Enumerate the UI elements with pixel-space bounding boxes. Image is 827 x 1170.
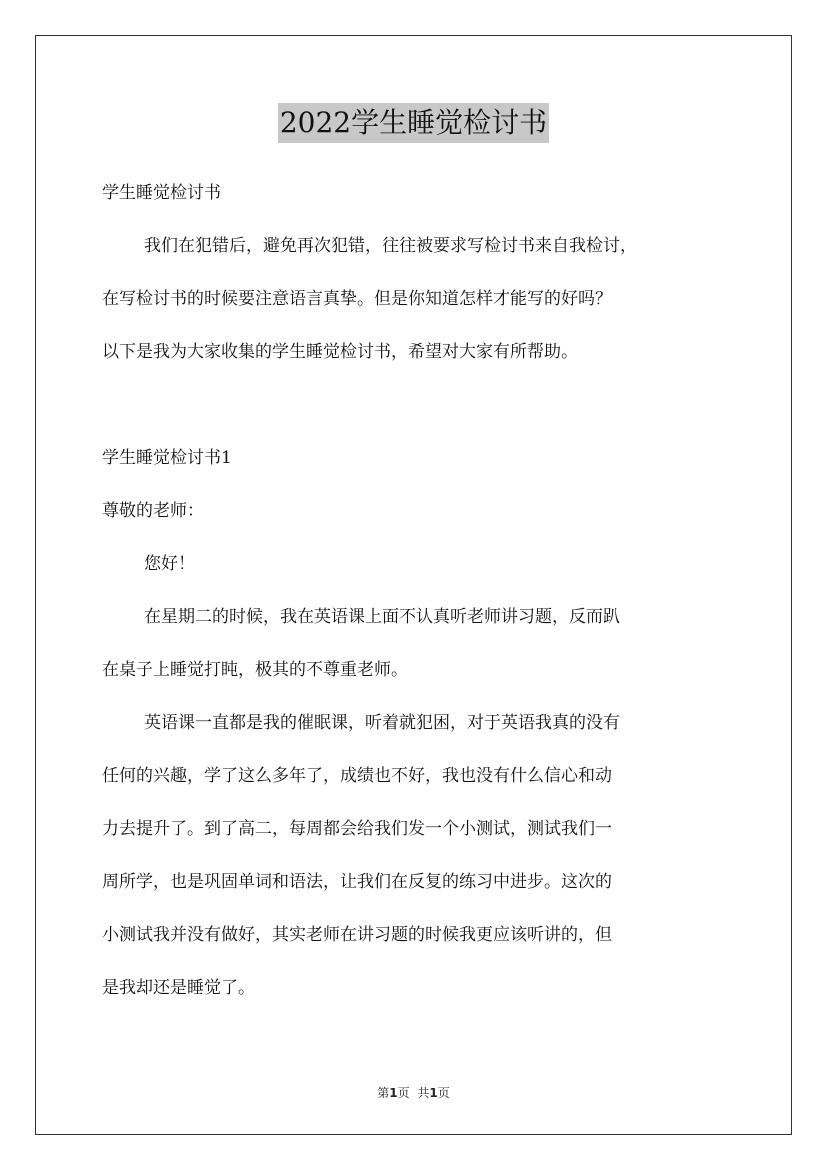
body-paragraph-line: 周所学，也是巩固单词和语法，让我们在反复的练习中进步。这次的 <box>102 872 612 892</box>
body-paragraph-line: 是我却还是睡觉了。 <box>102 978 255 998</box>
document-body <box>102 167 732 1015</box>
footer-total-suffix: 页 <box>437 1086 450 1100</box>
body-paragraph-line: 任何的兴趣，学了这么多年了，成绩也不好，我也没有什么信心和动 <box>102 766 612 786</box>
body-paragraph-line: 在星期二的时候，我在英语课上面不认真听老师讲习题，反而趴 <box>144 607 620 627</box>
intro-paragraph-line: 以下是我为大家收集的学生睡觉检讨书，希望对大家有所帮助。 <box>102 342 578 362</box>
document-title-text: 2022学生睡觉检讨书 <box>278 103 549 143</box>
paragraph-gap <box>102 379 732 432</box>
letter-heading: 学生睡觉检讨书1 <box>102 448 232 468</box>
footer-page-suffix: 页 <box>397 1086 410 1100</box>
body-paragraph-line: 小测试我并没有做好，其实老师在讲习题的时候我更应该听讲的，但 <box>102 925 612 945</box>
document-title <box>0 103 827 143</box>
body-paragraph-line: 在桌子上睡觉打盹，极其的不尊重老师。 <box>102 660 408 680</box>
intro-paragraph-line: 在写检讨书的时候要注意语言真挚。但是你知道怎样才能写的好吗？ <box>102 289 612 309</box>
page-footer <box>0 1084 827 1101</box>
section-heading: 学生睡觉检讨书 <box>102 183 221 203</box>
body-paragraph-line: 英语课一直都是我的催眠课，听着就犯困，对于英语我真的没有 <box>144 713 620 733</box>
salutation: 尊敬的老师： <box>102 501 204 521</box>
footer-page-number: 1 <box>389 1086 398 1100</box>
intro-paragraph-line: 我们在犯错后，避免再次犯错，往往被要求写检讨书来自我检讨， <box>144 236 637 256</box>
footer-total-number: 1 <box>429 1086 438 1100</box>
footer-page-prefix: 第 <box>377 1086 390 1100</box>
footer-total-prefix: 共 <box>417 1086 430 1100</box>
body-paragraph-line: 力去提升了。到了高二，每周都会给我们发一个小测试，测试我们一 <box>102 819 612 839</box>
greeting: 您好！ <box>144 554 195 574</box>
